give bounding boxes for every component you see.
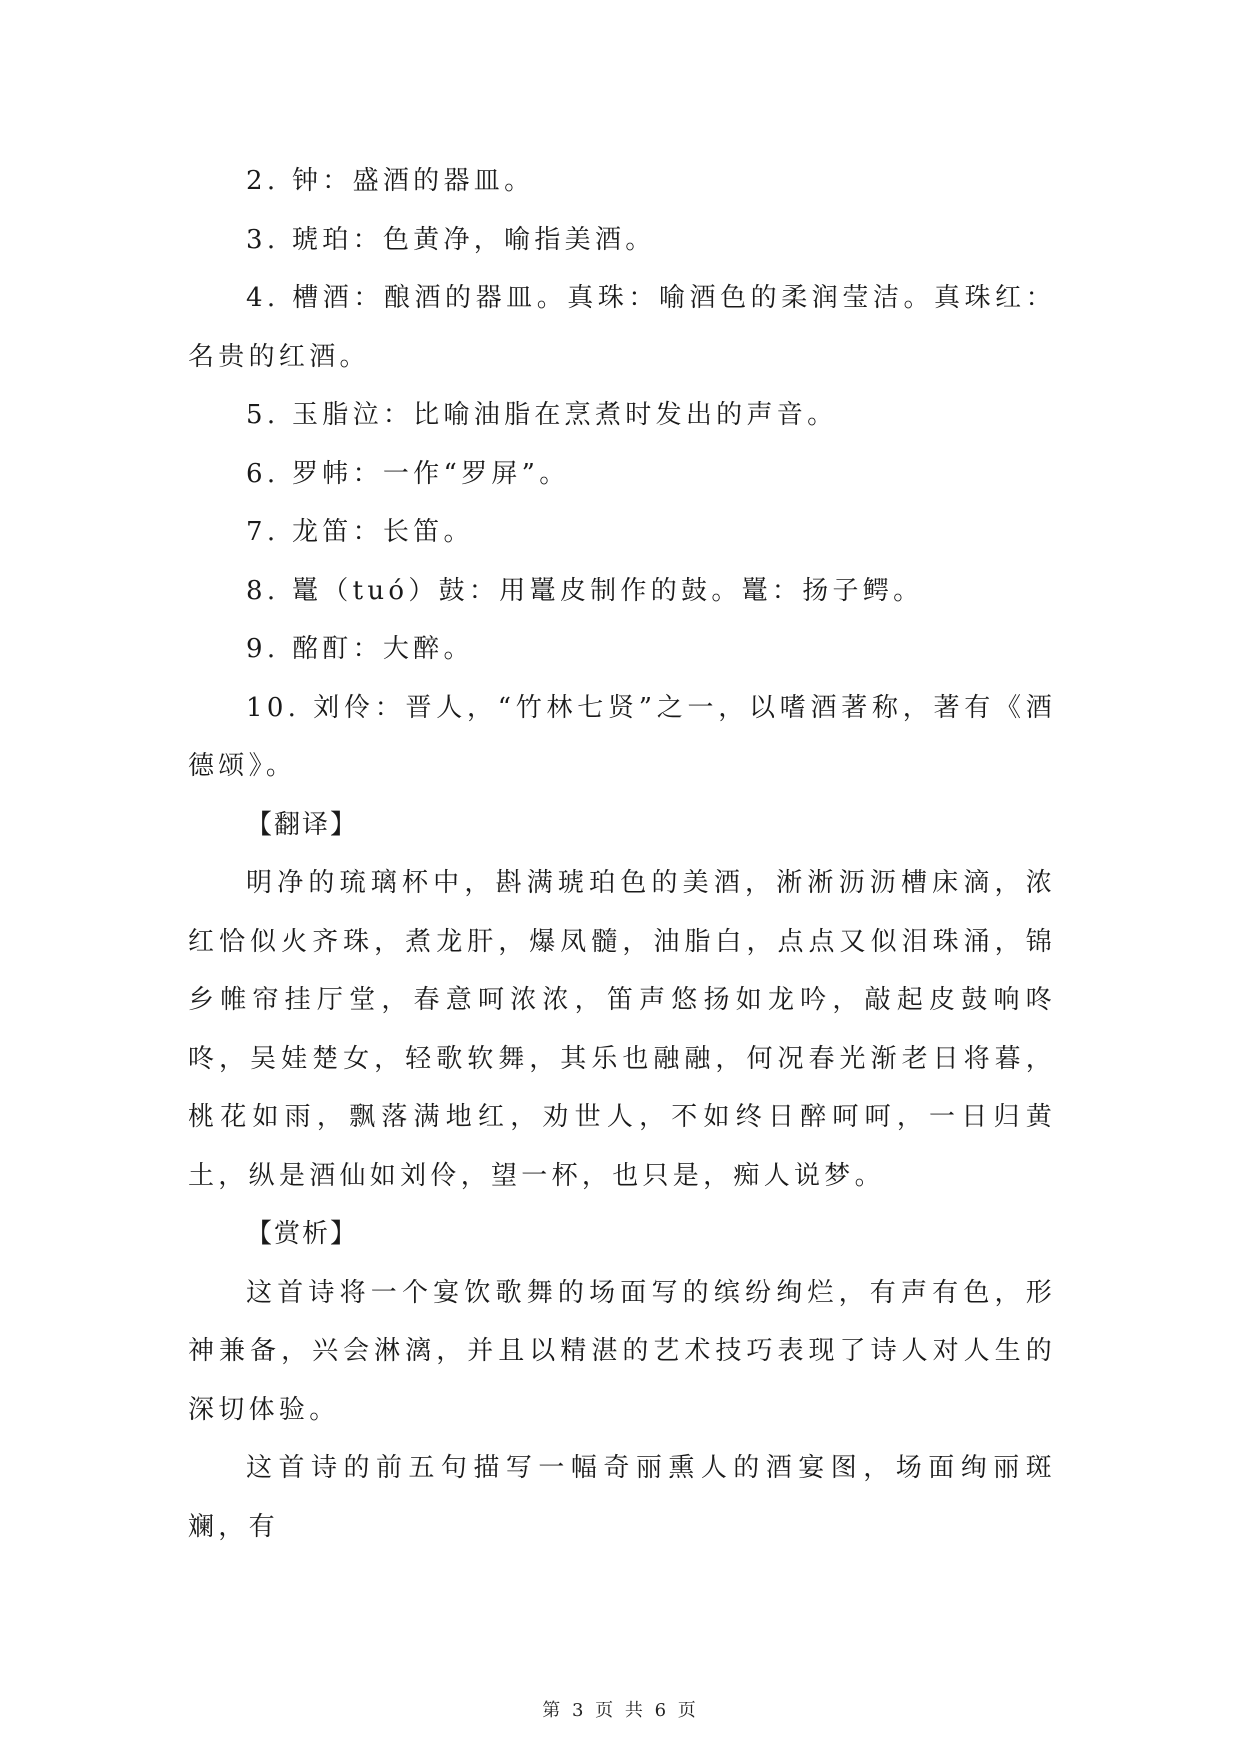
note-9: 9. 酩酊：大醉。 [246, 634, 474, 664]
translation-text: 明净的琉璃杯中，斟满琥珀色的美酒，淅淅沥沥槽床滴，浓红恰似火齐珠，煮龙肝，爆凤髓，油脂白，点点又似泪珠涌，锦乡帷帘挂厅堂，春意呵浓浓，笛声悠扬如龙吟，敲起皮鼓响咚咚，吴娃楚女，轻歌软舞，其乐也融融，何况春光渐老日将暮，桃花如雨，飘落满地红，劝世人，不如终日醉呵呵，一日归黄土，纵是酒仙如刘伶，望一杯，也只是，痴人说梦。 [188, 868, 1056, 1191]
note-8: 8. 鼍（tuó）鼓：用鼍皮制作的鼓。鼍：扬子鳄。 [246, 575, 924, 606]
translation-heading: 【翻译】 [246, 809, 359, 840]
appreciation-paragraph-1: 这首诗将一个宴饮歌舞的场面写的缤纷绚烂，有声有色，形神兼备，兴会淋漓，并且以精湛的艺术技巧表现了诗人对人生的深切体验。 [188, 1277, 1056, 1425]
note-2: 2. 钟：盛酒的器皿。 [246, 166, 535, 196]
note-6: 6. 罗帏：一作“罗屏”。 [246, 458, 570, 489]
appreciation-heading: 【赏析】 [246, 1219, 359, 1249]
page-content [188, 152, 1056, 1556]
appreciation-paragraph-2: 这首诗的前五句描写一幅奇丽熏人的酒宴图，场面绚丽斑斓，有 [188, 1453, 1056, 1542]
page-footer: 第 3 页 共 6 页 [542, 1700, 699, 1721]
note-3: 3. 琥珀：色黄净，喻指美酒。 [246, 224, 656, 255]
note-7: 7. 龙笛：长笛。 [246, 517, 474, 547]
note-10: 10. 刘伶：晋人，“竹林七贤”之一，以嗜酒著称，著有《酒德颂》。 [188, 692, 1056, 781]
note-5: 5. 玉脂泣：比喻油脂在烹煮时发出的声音。 [246, 400, 838, 430]
note-4: 4. 槽酒：酿酒的器皿。真珠：喻酒色的柔润莹洁。真珠红：名贵的红酒。 [188, 283, 1056, 372]
